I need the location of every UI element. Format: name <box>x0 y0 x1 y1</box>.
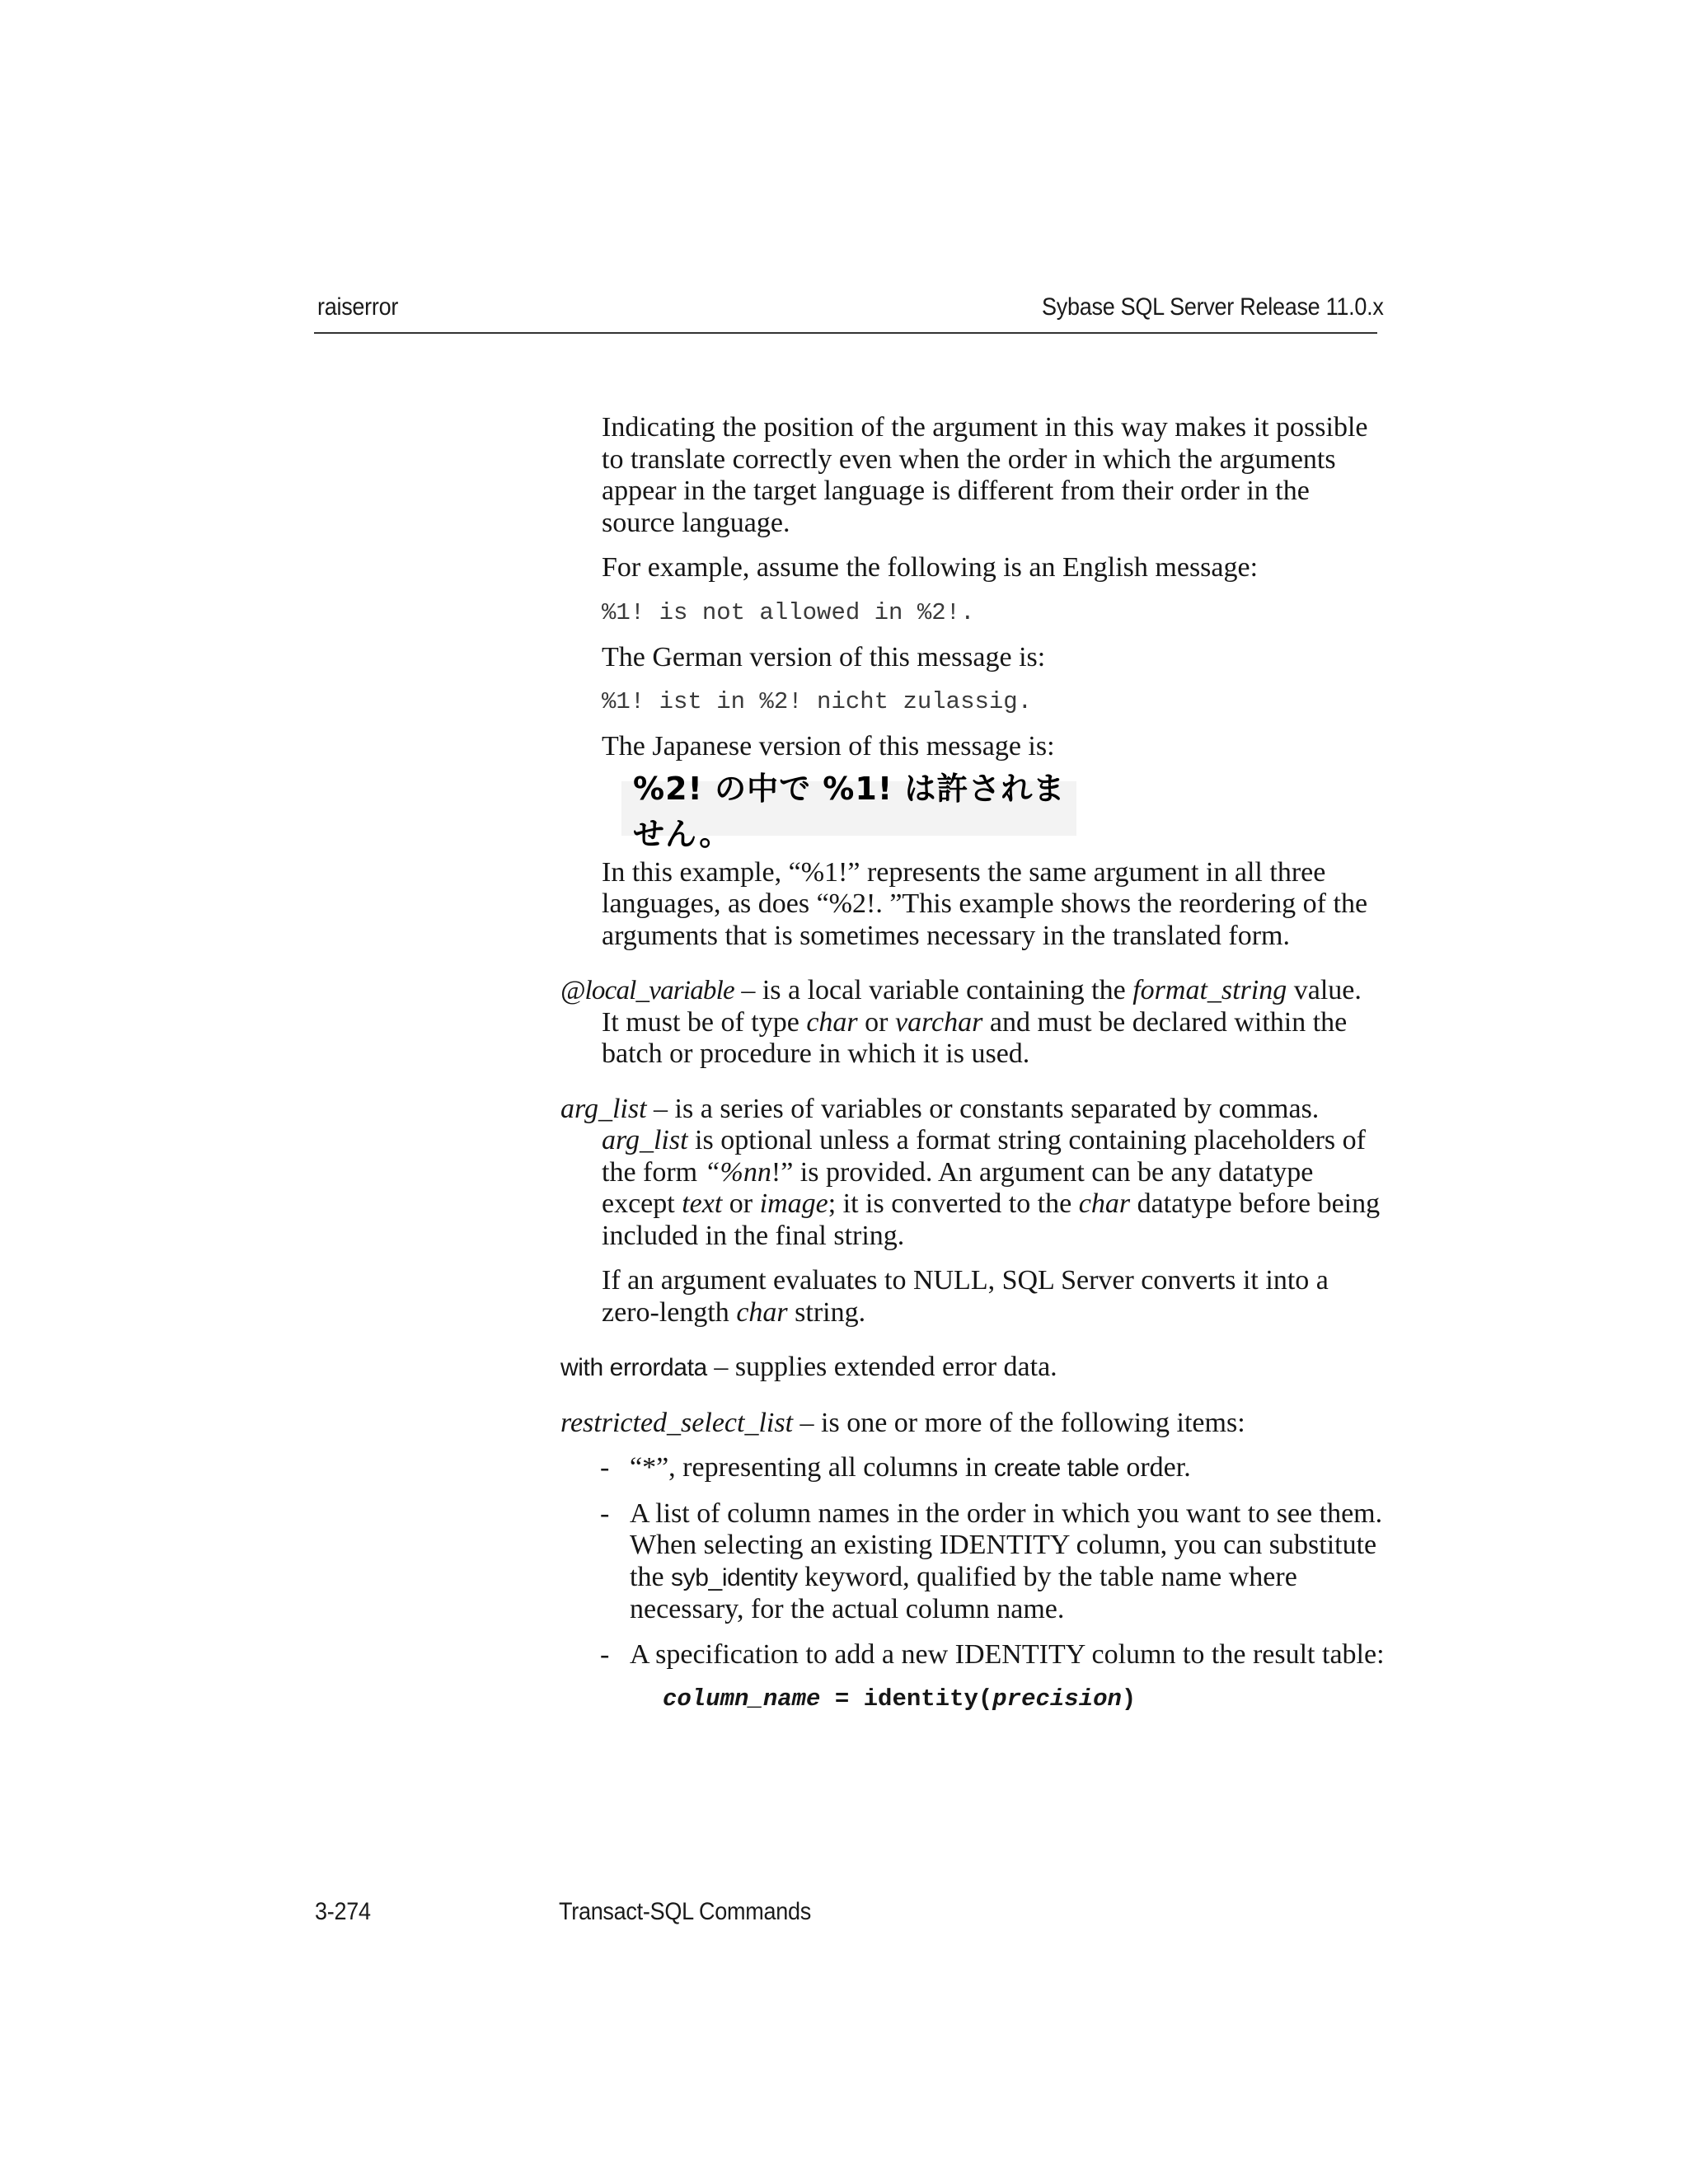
syntax-identity-column: column_name = identity(precision) <box>663 1685 1137 1713</box>
list-item-identity-spec: - A specification to add a new IDENTITY column to the result table: <box>600 1638 1385 1670</box>
page-body <box>560 412 1385 1715</box>
keyword-with-errordata: with errordata <box>560 1354 707 1381</box>
paragraph-japanese-example: The Japanese version of this message is: <box>602 731 1055 762</box>
term-restricted-select-list: restricted_select_list <box>560 1407 794 1438</box>
japanese-message-image: %2! の中で %1! は許されません。 <box>621 781 1076 836</box>
term-arg-list: arg_list <box>560 1093 647 1124</box>
term-local-variable: @local_variable <box>560 976 734 1005</box>
paragraph-english-example: For example, assume the following is an English message: <box>602 552 1259 583</box>
running-header-right: Sybase SQL Server Release 11.0.x <box>1042 293 1384 321</box>
running-footer-section: Transact-SQL Commands <box>559 1898 811 1925</box>
paragraph-reordering: In this example, “%1!” represents the same argument in all three languages, as does “%2!. ”This example shows the reordering of the arguments that is sometimes necessary in the translated form. <box>602 856 1368 951</box>
page-number: 3-274 <box>315 1898 371 1925</box>
list-item-star: - “*”, representing all columns in create table order. <box>600 1452 1191 1483</box>
param-restricted-select-list: restricted_select_list – is one or more of the following items: <box>560 1407 1245 1438</box>
running-header-left: raiserror <box>317 293 399 321</box>
keyword-create-table: create table <box>993 1455 1119 1482</box>
list-item-column-names: - A list of column names in the order in which you want to see them. When selecting an existing IDENTITY column, you can substitute the syb_identity keyword, qualified by the table name where necessary, for the actual column name. <box>600 1497 1383 1624</box>
param-local-variable: @local_variable – is a local variable containing the format_string value. It must be of type char or varchar and must be declared within the batch or procedure in which it is used. <box>560 975 1362 1069</box>
paragraph-null-argument: If an argument evaluates to NULL, SQL Server converts it into a zero-length char string. <box>602 1265 1329 1328</box>
keyword-syb-identity: syb_identity <box>671 1563 798 1591</box>
param-with-errordata: with errordata – supplies extended error data. <box>560 1352 1057 1382</box>
paragraph-argument-position: Indicating the position of the argument in this way makes it possible to translate correctly even when the order in which the arguments appear in the target language is different from their order in the source language. <box>602 412 1368 538</box>
code-english-message: %1! is not allowed in %2!. <box>602 598 975 626</box>
code-german-message: %1! ist in %2! nicht zulassig. <box>602 688 1033 715</box>
paragraph-german-example: The German version of this message is: <box>602 641 1046 673</box>
header-rule <box>314 332 1377 334</box>
param-arg-list: arg_list – is a series of variables or constants separated by commas. arg_list is optional unless a format string containing placeholders of the form “%nn!” is provided. An argument can be any datatype except text or image; it is converted to the char datatype before being included in the final string. <box>560 1093 1381 1251</box>
